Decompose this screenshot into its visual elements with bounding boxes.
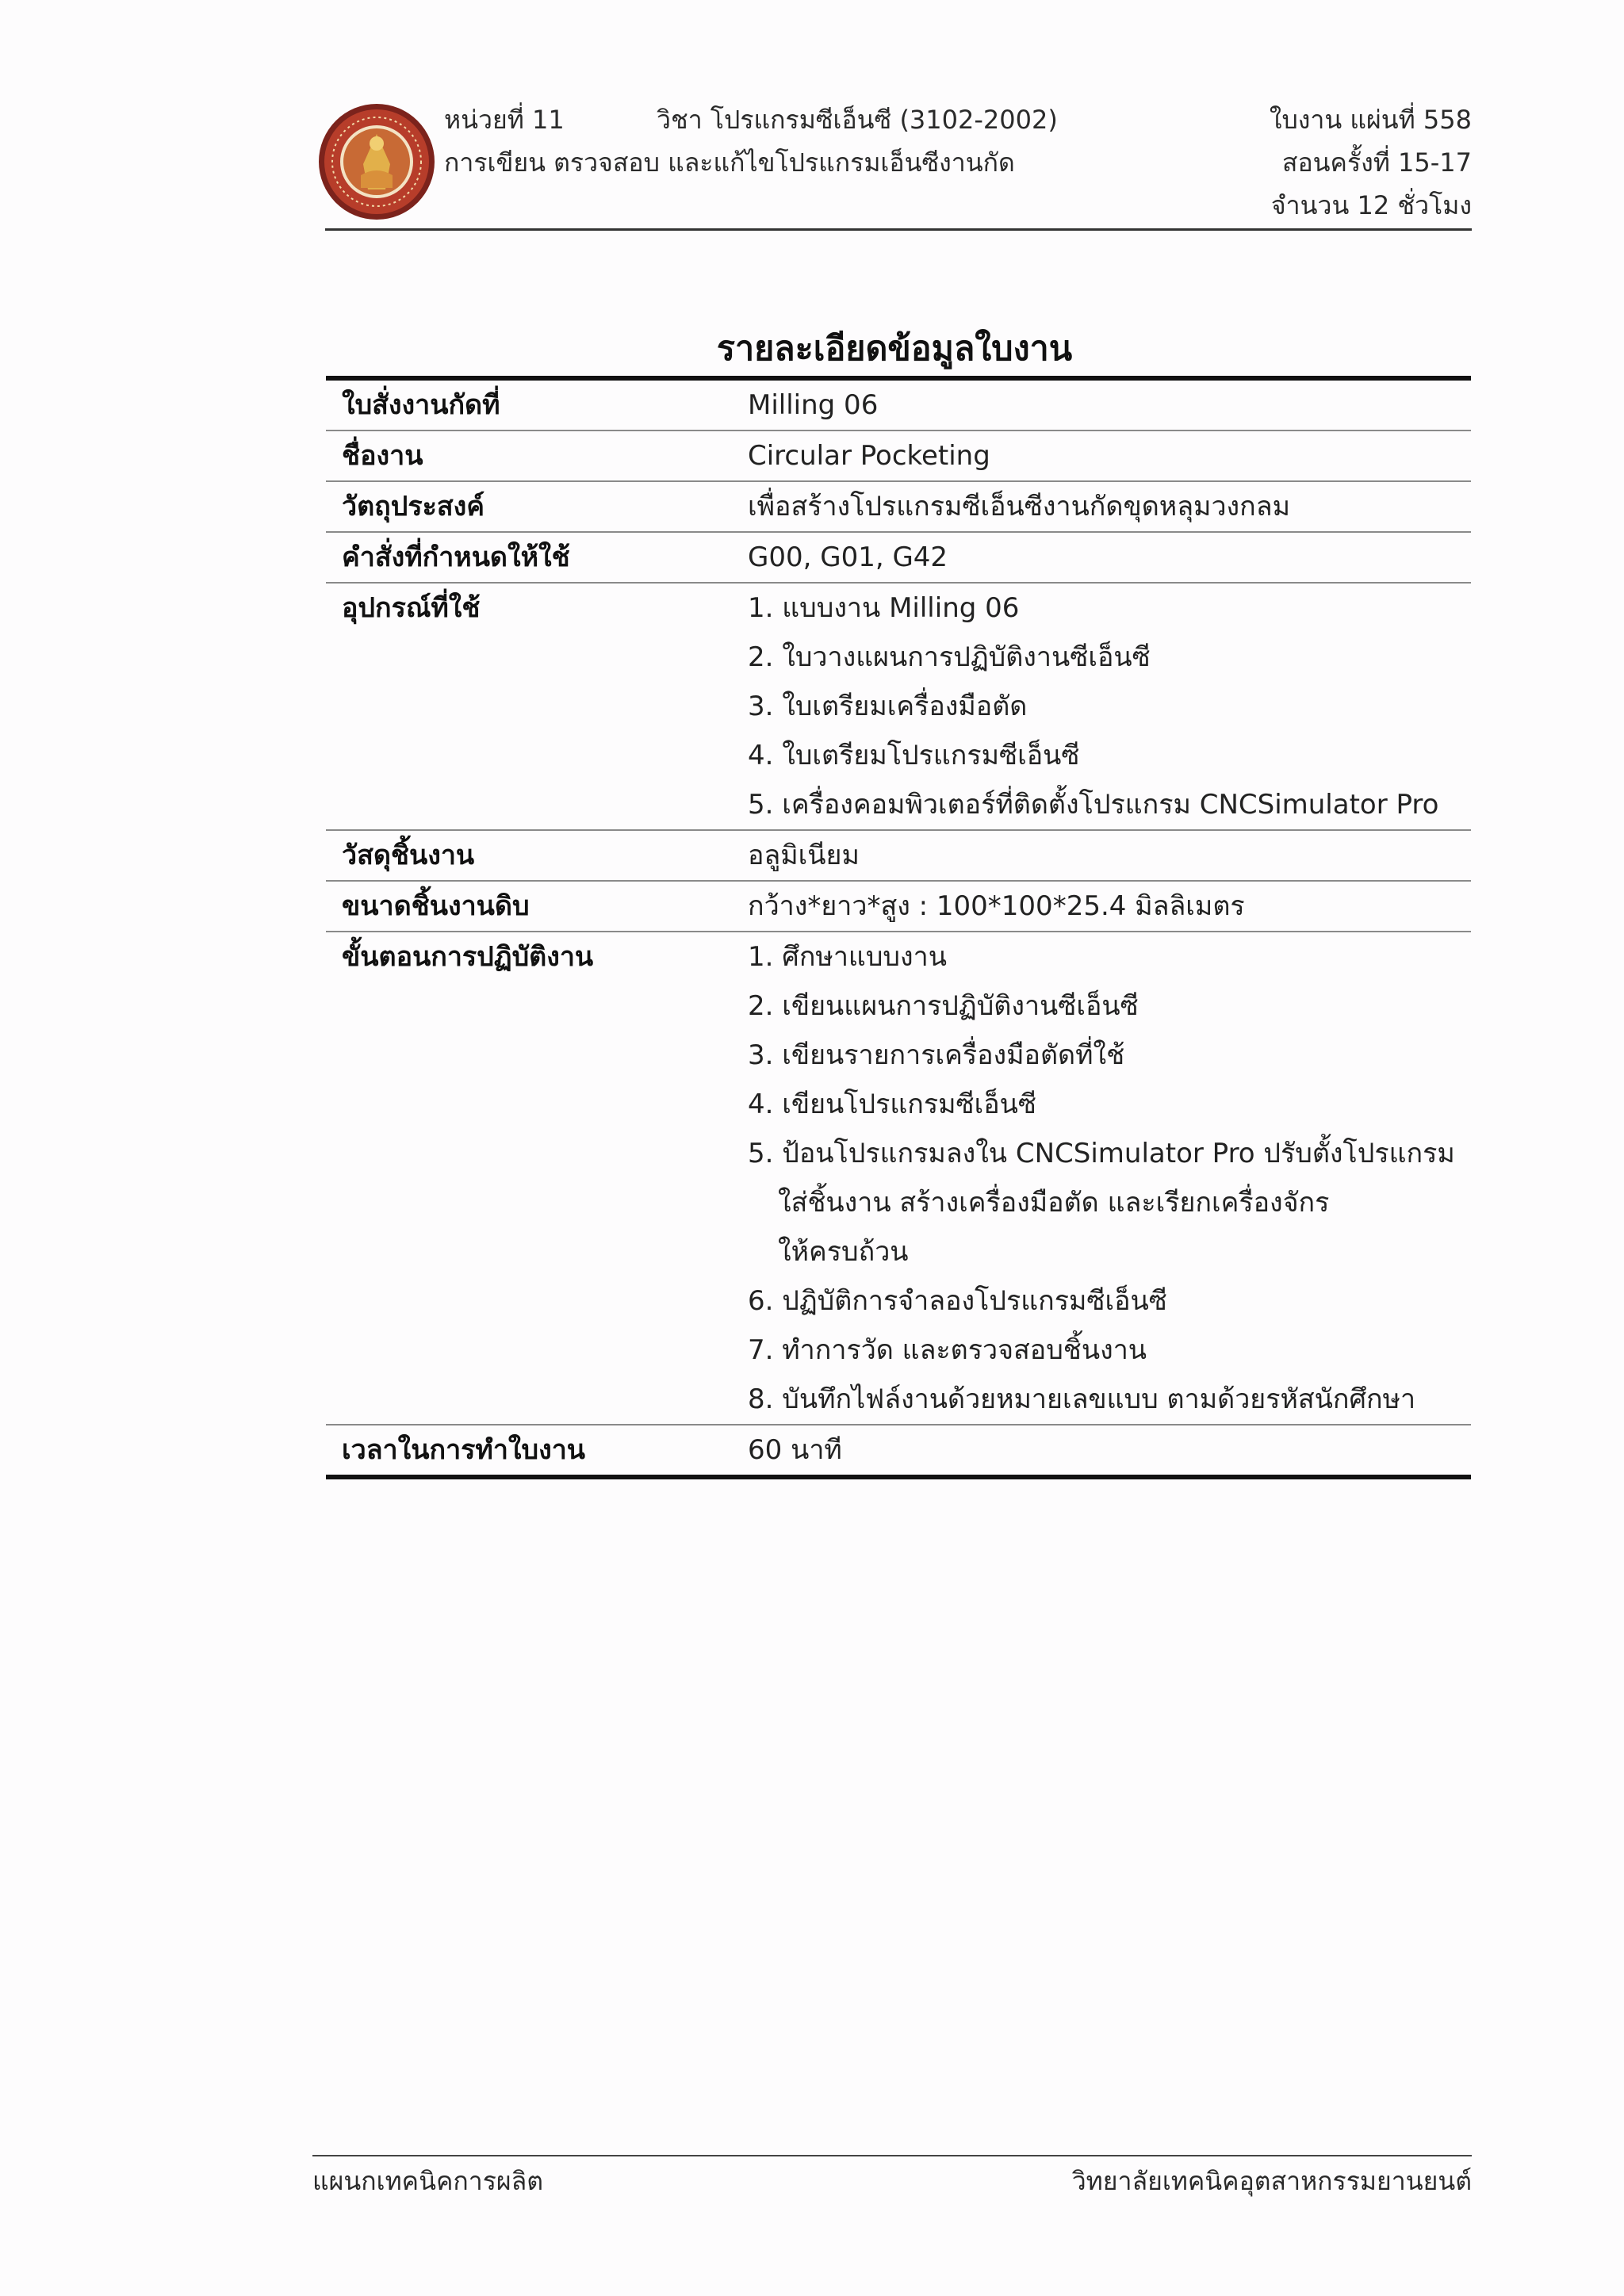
list-item: 4. ใบเตรียมโปรแกรมซีเอ็นซี xyxy=(748,740,1080,771)
list-item: 6. ปฏิบัติการจำลองโปรแกรมซีเอ็นซี xyxy=(748,1285,1167,1317)
row-objective xyxy=(326,482,1471,533)
equipment-list xyxy=(748,584,1471,829)
footer-divider xyxy=(312,2155,1472,2156)
list-item-continuation: ให้ครบถ้วน xyxy=(778,1236,909,1268)
page-header xyxy=(317,100,1472,232)
sheet-number: ใบงาน แผ่นที่ 558 xyxy=(1269,105,1472,135)
row-steps xyxy=(326,932,1471,1425)
row-value: อลูมิเนียม xyxy=(748,840,860,871)
list-item: 1. แบบงาน Milling 06 xyxy=(748,592,1020,624)
row-value: เพื่อสร้างโปรแกรมซีเอ็นซีงานกัดขุดหลุมวงกลม xyxy=(748,491,1290,522)
row-label: ขั้นตอนการปฏิบัติงาน xyxy=(342,941,594,973)
teaching-session: สอนครั้งที่ 15-17 xyxy=(1281,147,1472,178)
page-title: รายละเอียดข้อมูลใบงาน xyxy=(716,329,1073,369)
list-item: 2. เขียนแผนการปฏิบัติงานซีเอ็นซี xyxy=(748,990,1139,1022)
row-time xyxy=(326,1425,1471,1475)
list-item: 5. ป้อนโปรแกรมลงใน CNCSimulator Pro ปรับตั้งโปรแกรม xyxy=(748,1138,1455,1169)
footer-college: วิทยาลัยเทคนิคอุตสาหกรรมยานยนต์ xyxy=(1071,2166,1472,2196)
row-label: เวลาในการทำใบงาน xyxy=(342,1434,586,1466)
list-item: 3. ใบเตรียมเครื่องมือตัด xyxy=(748,691,1028,722)
list-item-continuation: ใส่ชิ้นงาน สร้างเครื่องมือตัด และเรียกเครื่องจักร xyxy=(778,1187,1330,1219)
list-item: 4. เขียนโปรแกรมซีเอ็นซี xyxy=(748,1089,1036,1120)
unit-topic: การเขียน ตรวจสอบ และแก้ไขโปรแกรมเอ็นซีงานกัด xyxy=(444,147,1015,178)
row-value: กว้าง*ยาว*สูง : 100*100*25.4 มิลลิเมตร xyxy=(748,890,1245,922)
row-commands xyxy=(326,533,1471,584)
row-label: ชื่องาน xyxy=(342,440,423,472)
row-stock-size xyxy=(326,882,1471,932)
unit-number: หน่วยที่ 11 xyxy=(444,105,565,135)
row-value: Circular Pocketing xyxy=(748,440,990,472)
ovec-seal-logo xyxy=(317,102,436,221)
row-value: Milling 06 xyxy=(748,389,879,421)
row-label: ใบสั่งงานกัดที่ xyxy=(342,389,500,421)
list-item: 8. บันทึกไฟล์งานด้วยหมายเลขแบบ ตามด้วยรหัสนักศึกษา xyxy=(748,1383,1416,1415)
row-value: 60 นาที xyxy=(748,1434,842,1466)
header-divider xyxy=(325,228,1472,231)
list-item: 3. เขียนรายการเครื่องมือตัดที่ใช้ xyxy=(748,1039,1125,1071)
list-item: 2. ใบวางแผนการปฏิบัติงานซีเอ็นซี xyxy=(748,641,1151,673)
row-label: อุปกรณ์ที่ใช้ xyxy=(342,592,481,624)
row-name xyxy=(326,431,1471,482)
row-material xyxy=(326,831,1471,882)
row-label: คำสั่งที่กำหนดให้ใช้ xyxy=(342,541,570,573)
worksheet-details-table xyxy=(326,376,1471,1479)
row-label: ขนาดชิ้นงานดิบ xyxy=(342,890,530,922)
total-hours: จำนวน 12 ชั่วโมง xyxy=(1270,190,1472,220)
row-label: วัสดุชิ้นงาน xyxy=(342,840,475,871)
row-label: วัตถุประสงค์ xyxy=(342,491,485,522)
list-item: 7. ทำการวัด และตรวจสอบชิ้นงาน xyxy=(748,1334,1147,1366)
footer-department: แผนกเทคนิคการผลิต xyxy=(312,2166,544,2196)
steps-list xyxy=(748,932,1471,1424)
row-equipment xyxy=(326,584,1471,831)
list-item: 1. ศึกษาแบบงาน xyxy=(748,941,947,973)
subject-title: วิชา โปรแกรมซีเอ็นซี (3102-2002) xyxy=(657,105,1058,135)
table-bottom-rule xyxy=(326,1475,1471,1479)
row-value: G00, G01, G42 xyxy=(748,541,948,573)
row-order xyxy=(326,381,1471,431)
list-item: 5. เครื่องคอมพิวเตอร์ที่ติดตั้งโปรแกรม CNCSimulator Pro xyxy=(748,789,1439,821)
